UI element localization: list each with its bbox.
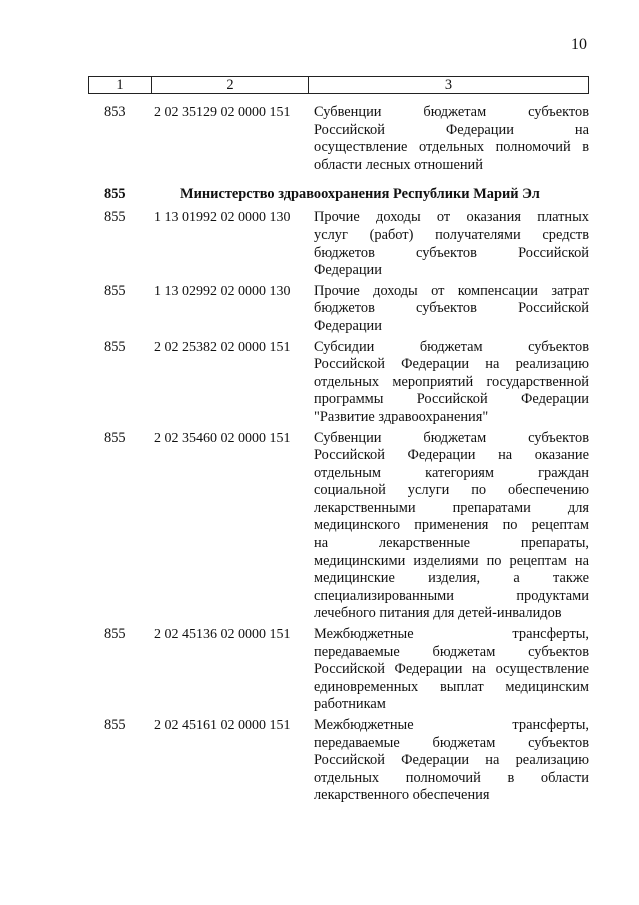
text-line: отдельных полномочий в области [314, 769, 589, 786]
admin-code: 855 [104, 209, 126, 226]
text-line: медицинскими изделиями по рецептам на [314, 552, 589, 569]
text-line: Субсидии бюджетам субъектов [314, 338, 589, 355]
text-line: Прочие доходы от оказания платных [314, 209, 589, 226]
text-line: бюджетов субъектов Российской [314, 300, 589, 317]
revenue-code: 1 13 01992 02 0000 130 [154, 210, 291, 226]
text-line: лекарственного обеспечения [314, 787, 490, 804]
row-list [96, 209, 590, 805]
table-row [96, 430, 590, 624]
table-row [96, 626, 590, 714]
text-line: Субвенции бюджетам субъектов [314, 104, 589, 120]
revenue-name [314, 339, 589, 427]
text-line: Российской Федерации на осуществление [314, 661, 589, 678]
table-row [96, 209, 590, 279]
text-line: осуществление отдельных полномочий в [314, 139, 589, 156]
table-row [96, 283, 590, 336]
text-line: отдельных мероприятий государственной [314, 373, 589, 390]
revenue-name [314, 717, 589, 805]
text-line: работникам [314, 696, 386, 713]
revenue-name [314, 209, 589, 279]
header-col-2: 2 [152, 77, 309, 94]
text-line: Федерации [314, 317, 382, 334]
text-line: Российской Федерации на [314, 121, 589, 138]
text-line: социальной услуги по обеспечению [314, 482, 589, 499]
section-code: 855 [104, 186, 126, 203]
revenue-name [314, 104, 589, 174]
revenue-code: 2 02 35129 02 0000 151 [154, 105, 291, 120]
revenue-code: 2 02 45136 02 0000 151 [154, 627, 291, 643]
text-line: медицинские изделия, а также [314, 570, 589, 587]
text-line: лекарственными препаратами для [314, 499, 589, 516]
text-line: лечебного питания для детей-инвалидов [314, 605, 562, 622]
text-line: Российской Федерации на реализацию [314, 752, 589, 769]
table-row [96, 104, 590, 174]
revenue-code: 1 13 02992 02 0000 130 [154, 283, 291, 299]
table-header [88, 76, 589, 94]
section-title: Министерство здравоохранения Республики Марий Эл [180, 186, 540, 203]
text-line: единовременных выплат медицинским [314, 678, 589, 695]
admin-code: 855 [104, 626, 126, 643]
text-line: Российской Федерации на оказание [314, 447, 589, 464]
table-body [96, 104, 590, 805]
page-number: 10 [571, 36, 587, 53]
admin-code: 853 [104, 104, 126, 120]
admin-code: 855 [104, 282, 126, 299]
revenue-code: 2 02 45161 02 0000 151 [154, 718, 291, 733]
text-line: Федерации [314, 262, 382, 279]
text-line: области лесных отношений [314, 156, 483, 173]
table-row [96, 717, 590, 805]
revenue-name [314, 626, 589, 714]
section-heading [96, 185, 590, 203]
revenue-code: 2 02 35460 02 0000 151 [154, 430, 291, 446]
text-line: Межбюджетные трансферты, [314, 626, 589, 643]
text-line: бюджетов субъектов Российской [314, 244, 589, 261]
text-line: услуг (работ) получателями средств [314, 226, 589, 243]
text-line: медицинского применения по рецептам [314, 517, 589, 534]
revenue-name [314, 283, 589, 336]
admin-code: 855 [104, 429, 126, 446]
text-line: отдельным категориям граждан [314, 464, 589, 481]
header-col-1: 1 [89, 77, 152, 94]
header-col-3: 3 [309, 77, 589, 94]
table-row [96, 339, 590, 427]
text-line: передаваемые бюджетам субъектов [314, 734, 589, 751]
text-line: специализированными продуктами [314, 587, 589, 604]
text-line: программы Российской Федерации [314, 391, 589, 408]
text-line: Прочие доходы от компенсации затрат [314, 282, 589, 299]
text-line: передаваемые бюджетам субъектов [314, 643, 589, 660]
admin-code: 855 [104, 338, 126, 355]
text-line: Субвенции бюджетам субъектов [314, 429, 589, 446]
text-line: Межбюджетные трансферты, [314, 717, 589, 733]
revenue-code: 2 02 25382 02 0000 151 [154, 339, 291, 355]
admin-code: 855 [104, 717, 126, 733]
text-line: "Развитие здравоохранения" [314, 408, 489, 425]
revenue-name [314, 430, 589, 624]
text-line: Российской Федерации на реализацию [314, 356, 589, 373]
text-line: на лекарственные препараты, [314, 535, 589, 552]
